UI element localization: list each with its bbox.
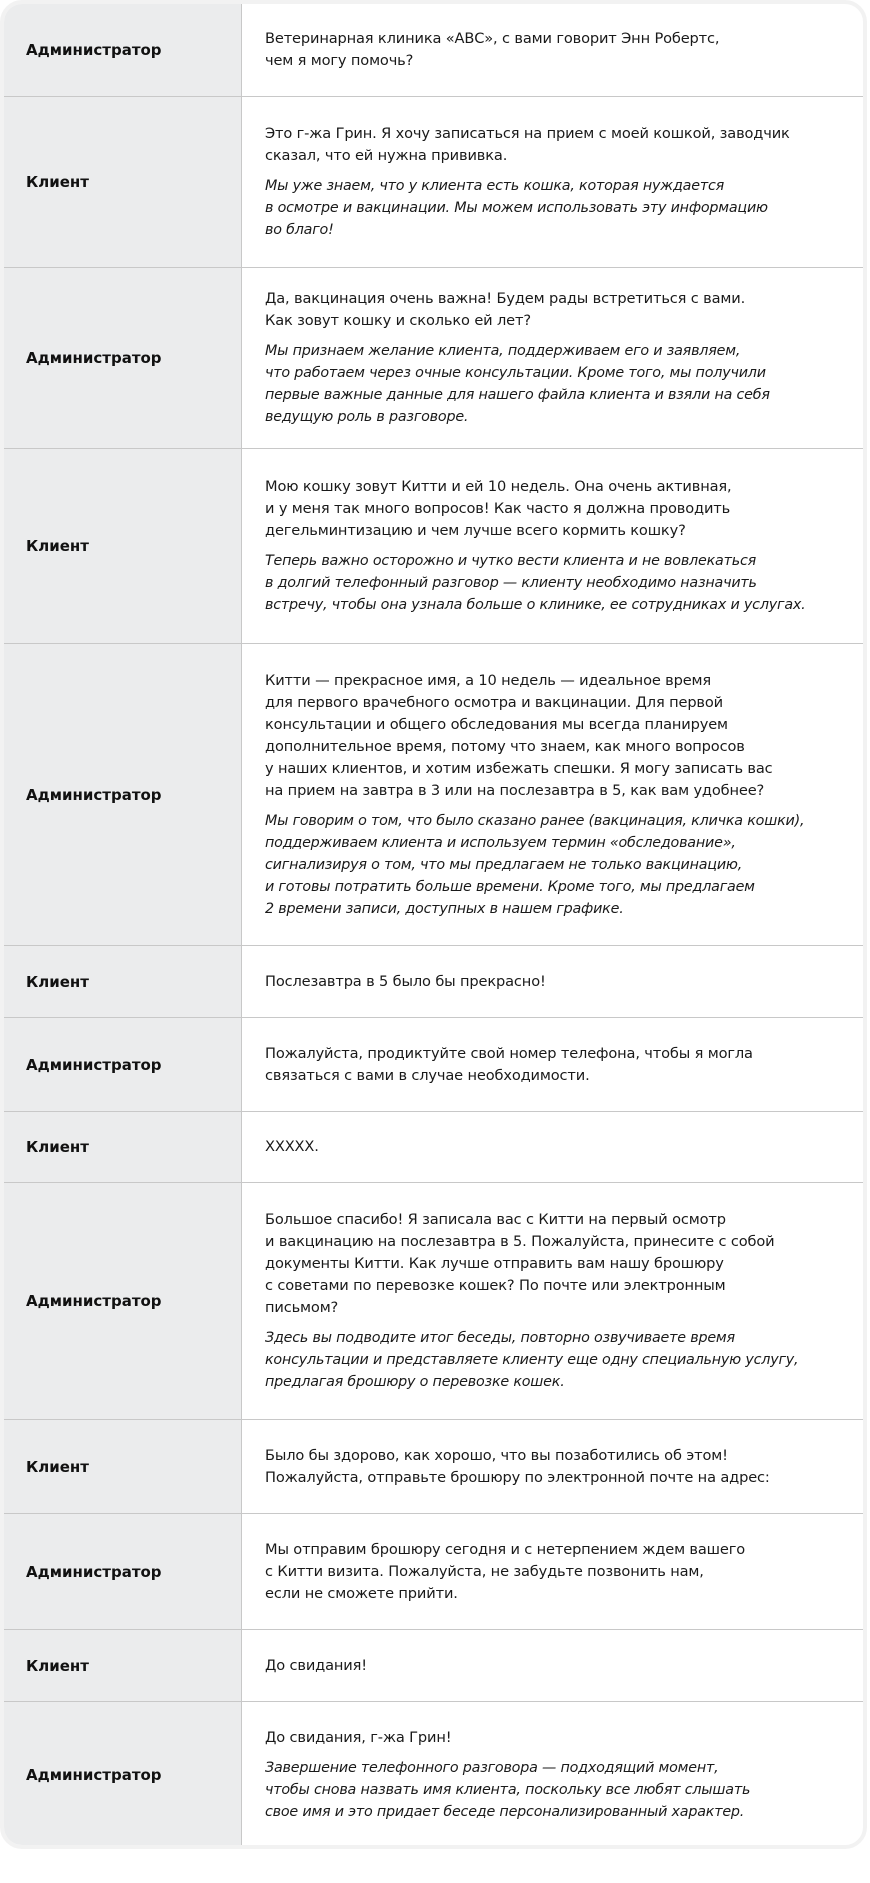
dialogue-row [4,644,863,946]
dialogue-content [242,1630,863,1701]
speech-text: До свидания, г-жа Грин! [265,1728,452,1746]
dialogue-content [242,1420,863,1513]
speech-text: XXXXX. [265,1138,319,1155]
dialogue-row [4,1018,863,1112]
speaker-label: Клиент [4,946,242,1017]
speaker-label: Администратор [4,1018,242,1111]
commentary-note: Мы уже знаем, что у клиента есть кошка, которая нуждается в осмотре и вакцинации. Мы можем использовать эту информацию во благо! [265,178,768,238]
speech-text: Было бы здорово, как хорошо, что вы позаботились об этом! Пожалуйста, отправьте брошюру по электронной почте на адрес: [265,1446,770,1486]
dialogue-content [242,268,863,448]
commentary-note: Мы признаем желание клиента, поддерживаем его и заявляем, что работаем через очные консультации. Кроме того, мы получили первые важные данные для нашего файла клиента и взяли на себя ведущую роль в разговоре. [265,343,770,425]
speaker-label: Администратор [4,1183,242,1419]
dialogue-content [242,946,863,1017]
commentary-note: Теперь важно осторожно и чутко вести клиента и не вовлекаться в долгий телефонный разговор — клиенту необходимо назначить встречу, чтобы она узнала больше о клинике, ее сотрудниках и услугах. [265,553,806,613]
dialogue-row [4,97,863,268]
dialogue-content [242,1514,863,1629]
speaker-label: Администратор [4,1702,242,1847]
speech-text: Послезавтра в 5 было бы прекрасно! [265,972,546,990]
speech-text: Мы отправим брошюру сегодня и с нетерпением ждем вашего с Китти визита. Пожалуйста, не забудьте позвонить нам, если не сможете прийти. [265,1540,745,1602]
dialogue-row [4,1702,863,1847]
dialogue-content [242,449,863,643]
speech-text: Пожалуйста, продиктуйте свой номер телефона, чтобы я могла связаться с вами в случае необходимости. [265,1044,753,1084]
dialogue-content [242,1702,863,1847]
speech-text: Мою кошку зовут Китти и ей 10 недель. Она очень активная, и у меня так много вопросов! Как часто я должна проводить дегельминтизацию и чем лучше всего кормить кошку? [265,478,732,539]
dialogue-row [4,1112,863,1183]
speaker-label: Администратор [4,4,242,96]
speaker-label: Администратор [4,1514,242,1629]
speaker-label: Клиент [4,1420,242,1513]
dialogue-content [242,644,863,945]
dialogue-content [242,97,863,267]
speaker-label: Администратор [4,268,242,448]
speech-text: Ветеринарная клиника «АВС», с вами говорит Энн Робертс, чем я могу помочь? [265,30,720,69]
speech-text: Да, вакцинация очень важна! Будем рады встретиться с вами. Как зовут кошку и сколько ей лет? [265,290,746,329]
speaker-label: Клиент [4,1112,242,1182]
speaker-label: Клиент [4,449,242,643]
speaker-label: Администратор [4,644,242,945]
speech-text: Китти — прекрасное имя, а 10 недель — идеальное время для первого врачебного осмотра и вакцинации. Для первой консультации и общего обследования мы всегда планируем дополнительное время, потому что знаем, как много вопросов у наших клиентов, и хотим избежать спешки. Я могу записать вас на прием на завтра в 3 или на послезавтра в 5, как вам удобнее? [265,671,773,799]
commentary-note: Здесь вы подводите итог беседы, повторно озвучиваете время консультации и представляете клиенту еще одну специальную услугу, предлагая брошюру о перевозке кошек. [265,1330,799,1390]
dialogue-row [4,268,863,449]
dialogue-row [4,1420,863,1514]
dialogue-row [4,1514,863,1630]
dialogue-content [242,1112,863,1182]
dialogue-row [4,1630,863,1702]
dialogue-row [4,1183,863,1420]
speech-text: До свидания! [265,1656,367,1674]
dialogue-row [4,4,863,97]
dialogue-content [242,1183,863,1419]
speaker-label: Клиент [4,1630,242,1701]
commentary-note: Мы говорим о том, что было сказано ранее (вакцинация, кличка кошки), поддерживаем клиента и используем термин «обследование», сигнализируя о том, что мы предлагаем не только вакцинацию, и готовы потратить больше времени. Кроме того, мы предлагаем 2 времени записи, доступных в нашем графике. [265,812,805,917]
dialogue-row [4,946,863,1018]
dialogue-content [242,1018,863,1111]
dialogue-content [242,4,863,96]
dialogue-row [4,449,863,644]
speaker-label: Клиент [4,97,242,267]
speech-text: Это г-жа Грин. Я хочу записаться на прием с моей кошкой, заводчик сказал, что ей нужна прививка. [265,125,790,164]
speech-text: Большое спасибо! Я записала вас с Китти на первый осмотр и вакцинацию на послезавтра в 5. Пожалуйста, принесите с собой документы Китти. Как лучше отправить вам нашу брошюру с советами по перевозке кошек? По почте или электронным письмом? [265,1211,775,1316]
commentary-note: Завершение телефонного разговора — подходящий момент, чтобы снова назвать имя клиента, поскольку все любят слышать свое имя и это придает беседе персонализированный характер. [265,1759,751,1820]
